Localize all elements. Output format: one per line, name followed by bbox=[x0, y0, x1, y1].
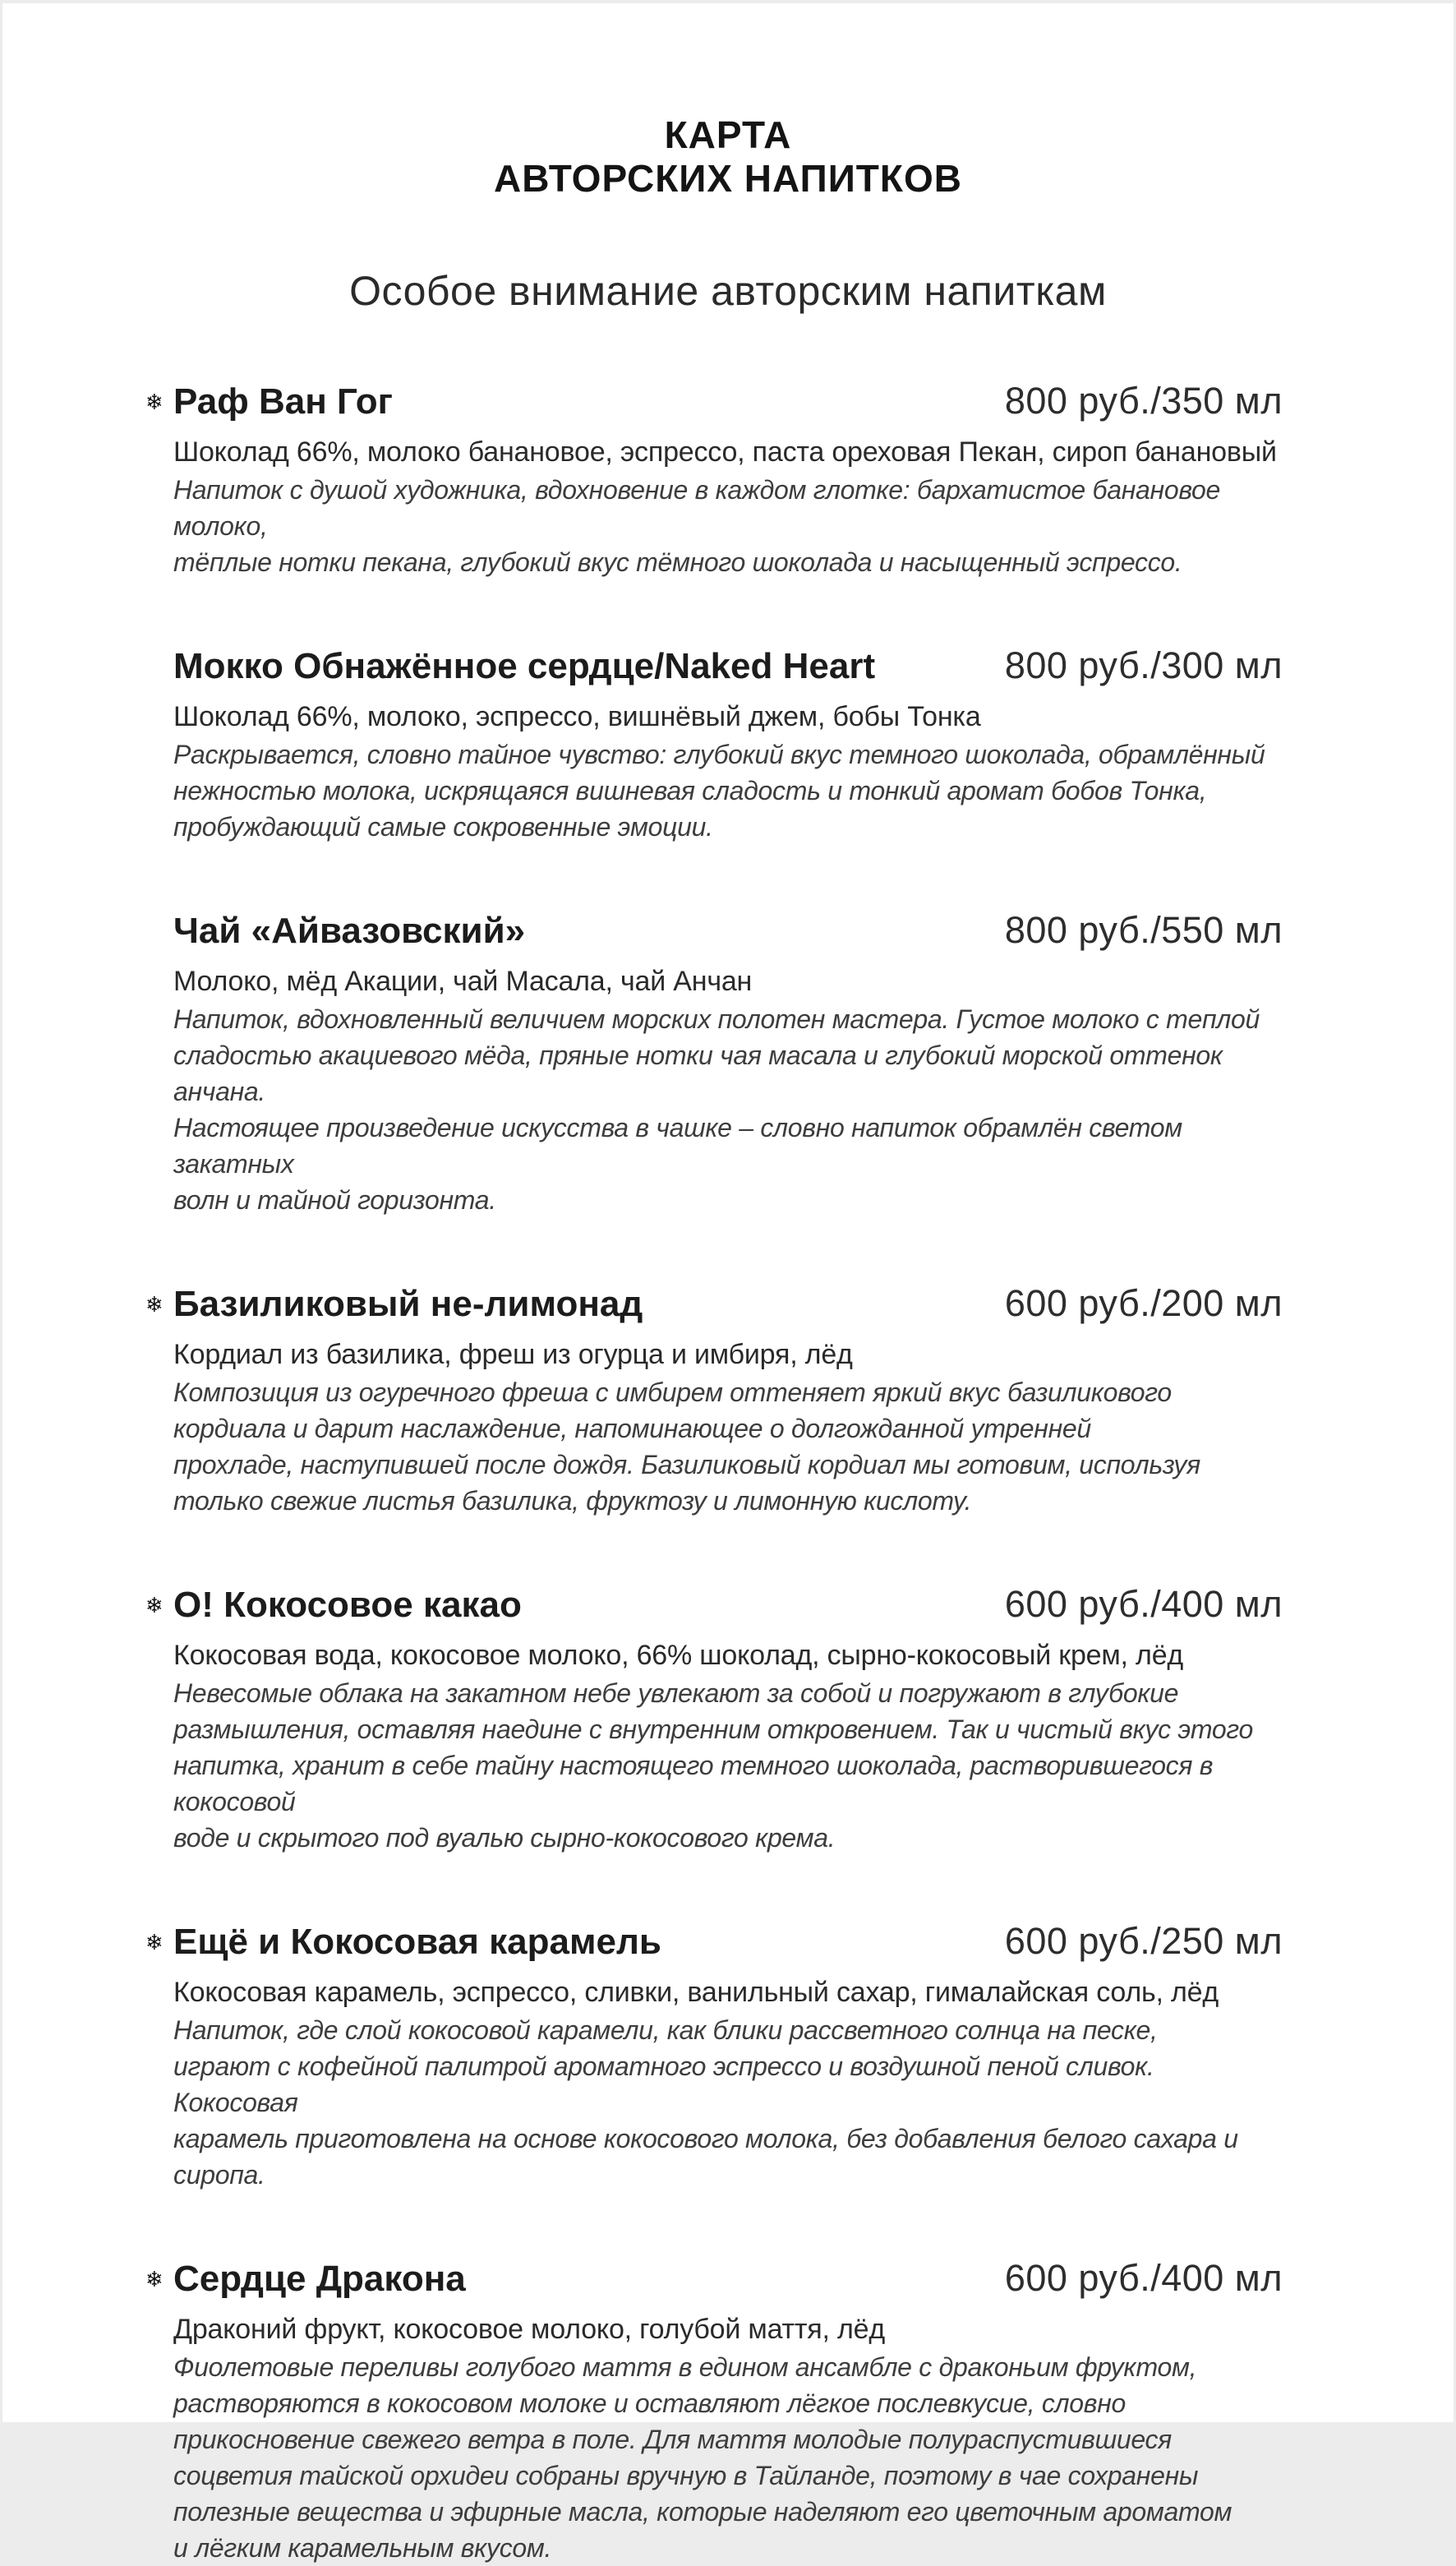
menu-item-header bbox=[173, 644, 1283, 699]
description-line: Настоящее произведение искусства в чашке – словно напиток обрамлён светом закатных bbox=[173, 1113, 1182, 1179]
description-line: Композиция из огуречного фреша с имбирем оттеняет яркий вкус базиликового bbox=[173, 1378, 1172, 1407]
menu-item bbox=[145, 380, 1283, 580]
menu-header bbox=[173, 3, 1283, 201]
menu-item-name: Чай «Айвазовский» bbox=[173, 911, 526, 951]
menu-item-price: 600 руб./400 мл bbox=[1004, 2257, 1283, 2299]
snowflake-icon: ❄ bbox=[145, 1594, 164, 1618]
menu-item-price: 800 руб./350 мл bbox=[1004, 380, 1283, 422]
description-line: прикосновение свежего ветра в поле. Для маття молодые полураспустившиеся bbox=[173, 2425, 1172, 2454]
menu-item-title-wrap bbox=[145, 1284, 643, 1324]
menu-item-name: Раф Ван Гог bbox=[173, 381, 393, 422]
menu-item-name: Базиликовый не-лимонад bbox=[173, 1284, 643, 1324]
menu-item-name: О! Кокосовое какао bbox=[173, 1585, 522, 1625]
menu-item-title-wrap bbox=[173, 911, 525, 951]
menu-item-ingredients: Шоколад 66%, молоко банановое, эспрессо, паста ореховая Пекан, сироп банановый bbox=[173, 436, 1277, 468]
description-line: кордиала и дарит наслаждение, напоминающее о долгожданной утренней bbox=[173, 1414, 1091, 1443]
menu-item-header bbox=[145, 380, 1283, 434]
item-description bbox=[173, 1675, 1283, 1856]
item-description bbox=[173, 472, 1283, 580]
menu-item-title-wrap bbox=[145, 1922, 661, 1962]
menu-page bbox=[2, 3, 1454, 2563]
menu-item-name: Ещё и Кокосовая карамель bbox=[173, 1922, 661, 1962]
menu-item-price: 600 руб./250 мл bbox=[1004, 1920, 1283, 1962]
description-line: Напиток, вдохновленный величием морских полотен мастера. Густое молоко с теплой bbox=[173, 1004, 1260, 1034]
menu-item-price: 800 руб./300 мл bbox=[1004, 644, 1283, 686]
description-line: только свежие листья базилика, фруктозу и лимонную кислоту. bbox=[173, 1486, 972, 1516]
description-line: и лёгким карамельным вкусом. bbox=[173, 2533, 552, 2563]
description-line: сладостью акациевого мёда, пряные нотки чая масала и глубокий морской оттенок анчана. bbox=[173, 1041, 1223, 1106]
menu-item-header bbox=[145, 2257, 1283, 2311]
description-line: Невесомые облака на закатном небе увлекают за собой и погружают в глубокие bbox=[173, 1678, 1179, 1708]
menu-item-ingredients: Драконий фрукт, кокосовое молоко, голубой маття, лёд bbox=[173, 2314, 885, 2345]
description-line: полезные вещества и эфирные масла, которые наделяют его цветочным ароматом bbox=[173, 2497, 1233, 2527]
menu-title-line1: КАРТА bbox=[664, 113, 792, 156]
description-line: Напиток, где слой кокосовой карамели, как блики рассветного солнца на песке, bbox=[173, 2015, 1158, 2045]
menu-item bbox=[173, 909, 1283, 1218]
description-line: соцветия тайской орхидеи собраны вручную в Тайланде, поэтому в чае сохранены bbox=[173, 2461, 1199, 2490]
menu-item-ingredients: Кордиал из базилика, фреш из огурца и имбиря, лёд bbox=[173, 1339, 853, 1370]
item-description bbox=[173, 2012, 1283, 2193]
menu-item-price: 600 руб./400 мл bbox=[1004, 1583, 1283, 1625]
menu-content bbox=[145, 3, 1283, 2566]
menu-list bbox=[145, 380, 1283, 2566]
menu-item-ingredients: Шоколад 66%, молоко, эспрессо, вишнёвый джем, бобы Тонка bbox=[173, 701, 981, 732]
menu-item-price: 800 руб./550 мл bbox=[1004, 909, 1283, 951]
description-line: размышления, оставляя наедине с внутренним откровением. Так и чистый вкус этого bbox=[173, 1715, 1253, 1744]
description-line: прохладе, наступившей после дождя. Базиликовый кордиал мы готовим, используя bbox=[173, 1450, 1200, 1479]
menu-item-ingredients: Молоко, мёд Акации, чай Масала, чай Анчан bbox=[173, 966, 753, 997]
menu-subtitle: Особое внимание авторским напиткам bbox=[349, 268, 1107, 314]
description-line: растворяются в кокосовом молоке и оставляют лёгкое послевкусие, словно bbox=[173, 2388, 1127, 2418]
menu-item bbox=[145, 2257, 1283, 2566]
menu-item-title-wrap bbox=[145, 2259, 466, 2299]
description-line: Раскрывается, словно тайное чувство: глубокий вкус темного шоколада, обрамлённый bbox=[173, 740, 1265, 769]
menu-item bbox=[145, 1583, 1283, 1856]
menu-item-title-wrap bbox=[173, 647, 875, 686]
snowflake-icon: ❄ bbox=[145, 390, 164, 415]
menu-item-header bbox=[145, 1920, 1283, 1974]
snowflake-icon: ❄ bbox=[145, 2268, 164, 2292]
menu-title-line2: АВТОРСКИХ НАПИТКОВ bbox=[494, 157, 962, 200]
menu-item bbox=[145, 1920, 1283, 2193]
menu-item-price: 600 руб./200 мл bbox=[1004, 1282, 1283, 1324]
description-line: пробуждающий самые сокровенные эмоции. bbox=[173, 812, 713, 842]
item-description bbox=[173, 1001, 1283, 1218]
description-line: нежностью молока, искрящаяся вишневая сладость и тонкий аромат бобов Тонка, bbox=[173, 776, 1207, 805]
item-description bbox=[173, 2349, 1283, 2566]
menu-item-name: Мокко Обнажённое сердце/Naked Heart bbox=[173, 646, 876, 686]
description-line: воде и скрытого под вуалью сырно-кокосового крема. bbox=[173, 1823, 836, 1853]
description-line: карамель приготовлена на основе кокосового молока, без добавления белого сахара и сиропа. bbox=[173, 2124, 1238, 2190]
menu-item-title-wrap bbox=[145, 1585, 522, 1625]
menu-item-header bbox=[145, 1282, 1283, 1336]
menu-item bbox=[173, 644, 1283, 845]
menu-item-ingredients: Кокосовая вода, кокосовое молоко, 66% шоколад, сырно-кокосовый крем, лёд bbox=[173, 1640, 1184, 1671]
item-description bbox=[173, 736, 1283, 845]
item-description bbox=[173, 1374, 1283, 1519]
snowflake-icon: ❄ bbox=[145, 1931, 164, 1955]
menu-item-header bbox=[145, 1583, 1283, 1637]
menu-item-ingredients: Кокосовая карамель, эспрессо, сливки, ванильный сахар, гималайская соль, лёд bbox=[173, 1977, 1219, 2008]
menu-item-name: Сердце Дракона bbox=[173, 2259, 466, 2299]
description-line: Фиолетовые переливы голубого маття в едином ансамбле с драконьим фруктом, bbox=[173, 2352, 1197, 2382]
description-line: волн и тайной горизонта. bbox=[173, 1185, 496, 1215]
description-line: Напиток с душой художника, вдохновение в каждом глотке: бархатистое банановое молоко, bbox=[173, 475, 1221, 541]
description-line: играют с кофейной палитрой ароматного эспрессо и воздушной пеной сливок. Кокосовая bbox=[173, 2051, 1154, 2117]
snowflake-icon: ❄ bbox=[145, 1293, 164, 1318]
menu-item-header bbox=[173, 909, 1283, 963]
description-line: напитка, хранит в себе тайну настоящего темного шоколада, растворившегося в кокосовой bbox=[173, 1751, 1214, 1816]
menu-item-title-wrap bbox=[145, 381, 393, 422]
description-line: тёплые нотки пекана, глубокий вкус тёмного шоколада и насыщенный эспрессо. bbox=[173, 547, 1182, 577]
menu-item bbox=[145, 1282, 1283, 1519]
